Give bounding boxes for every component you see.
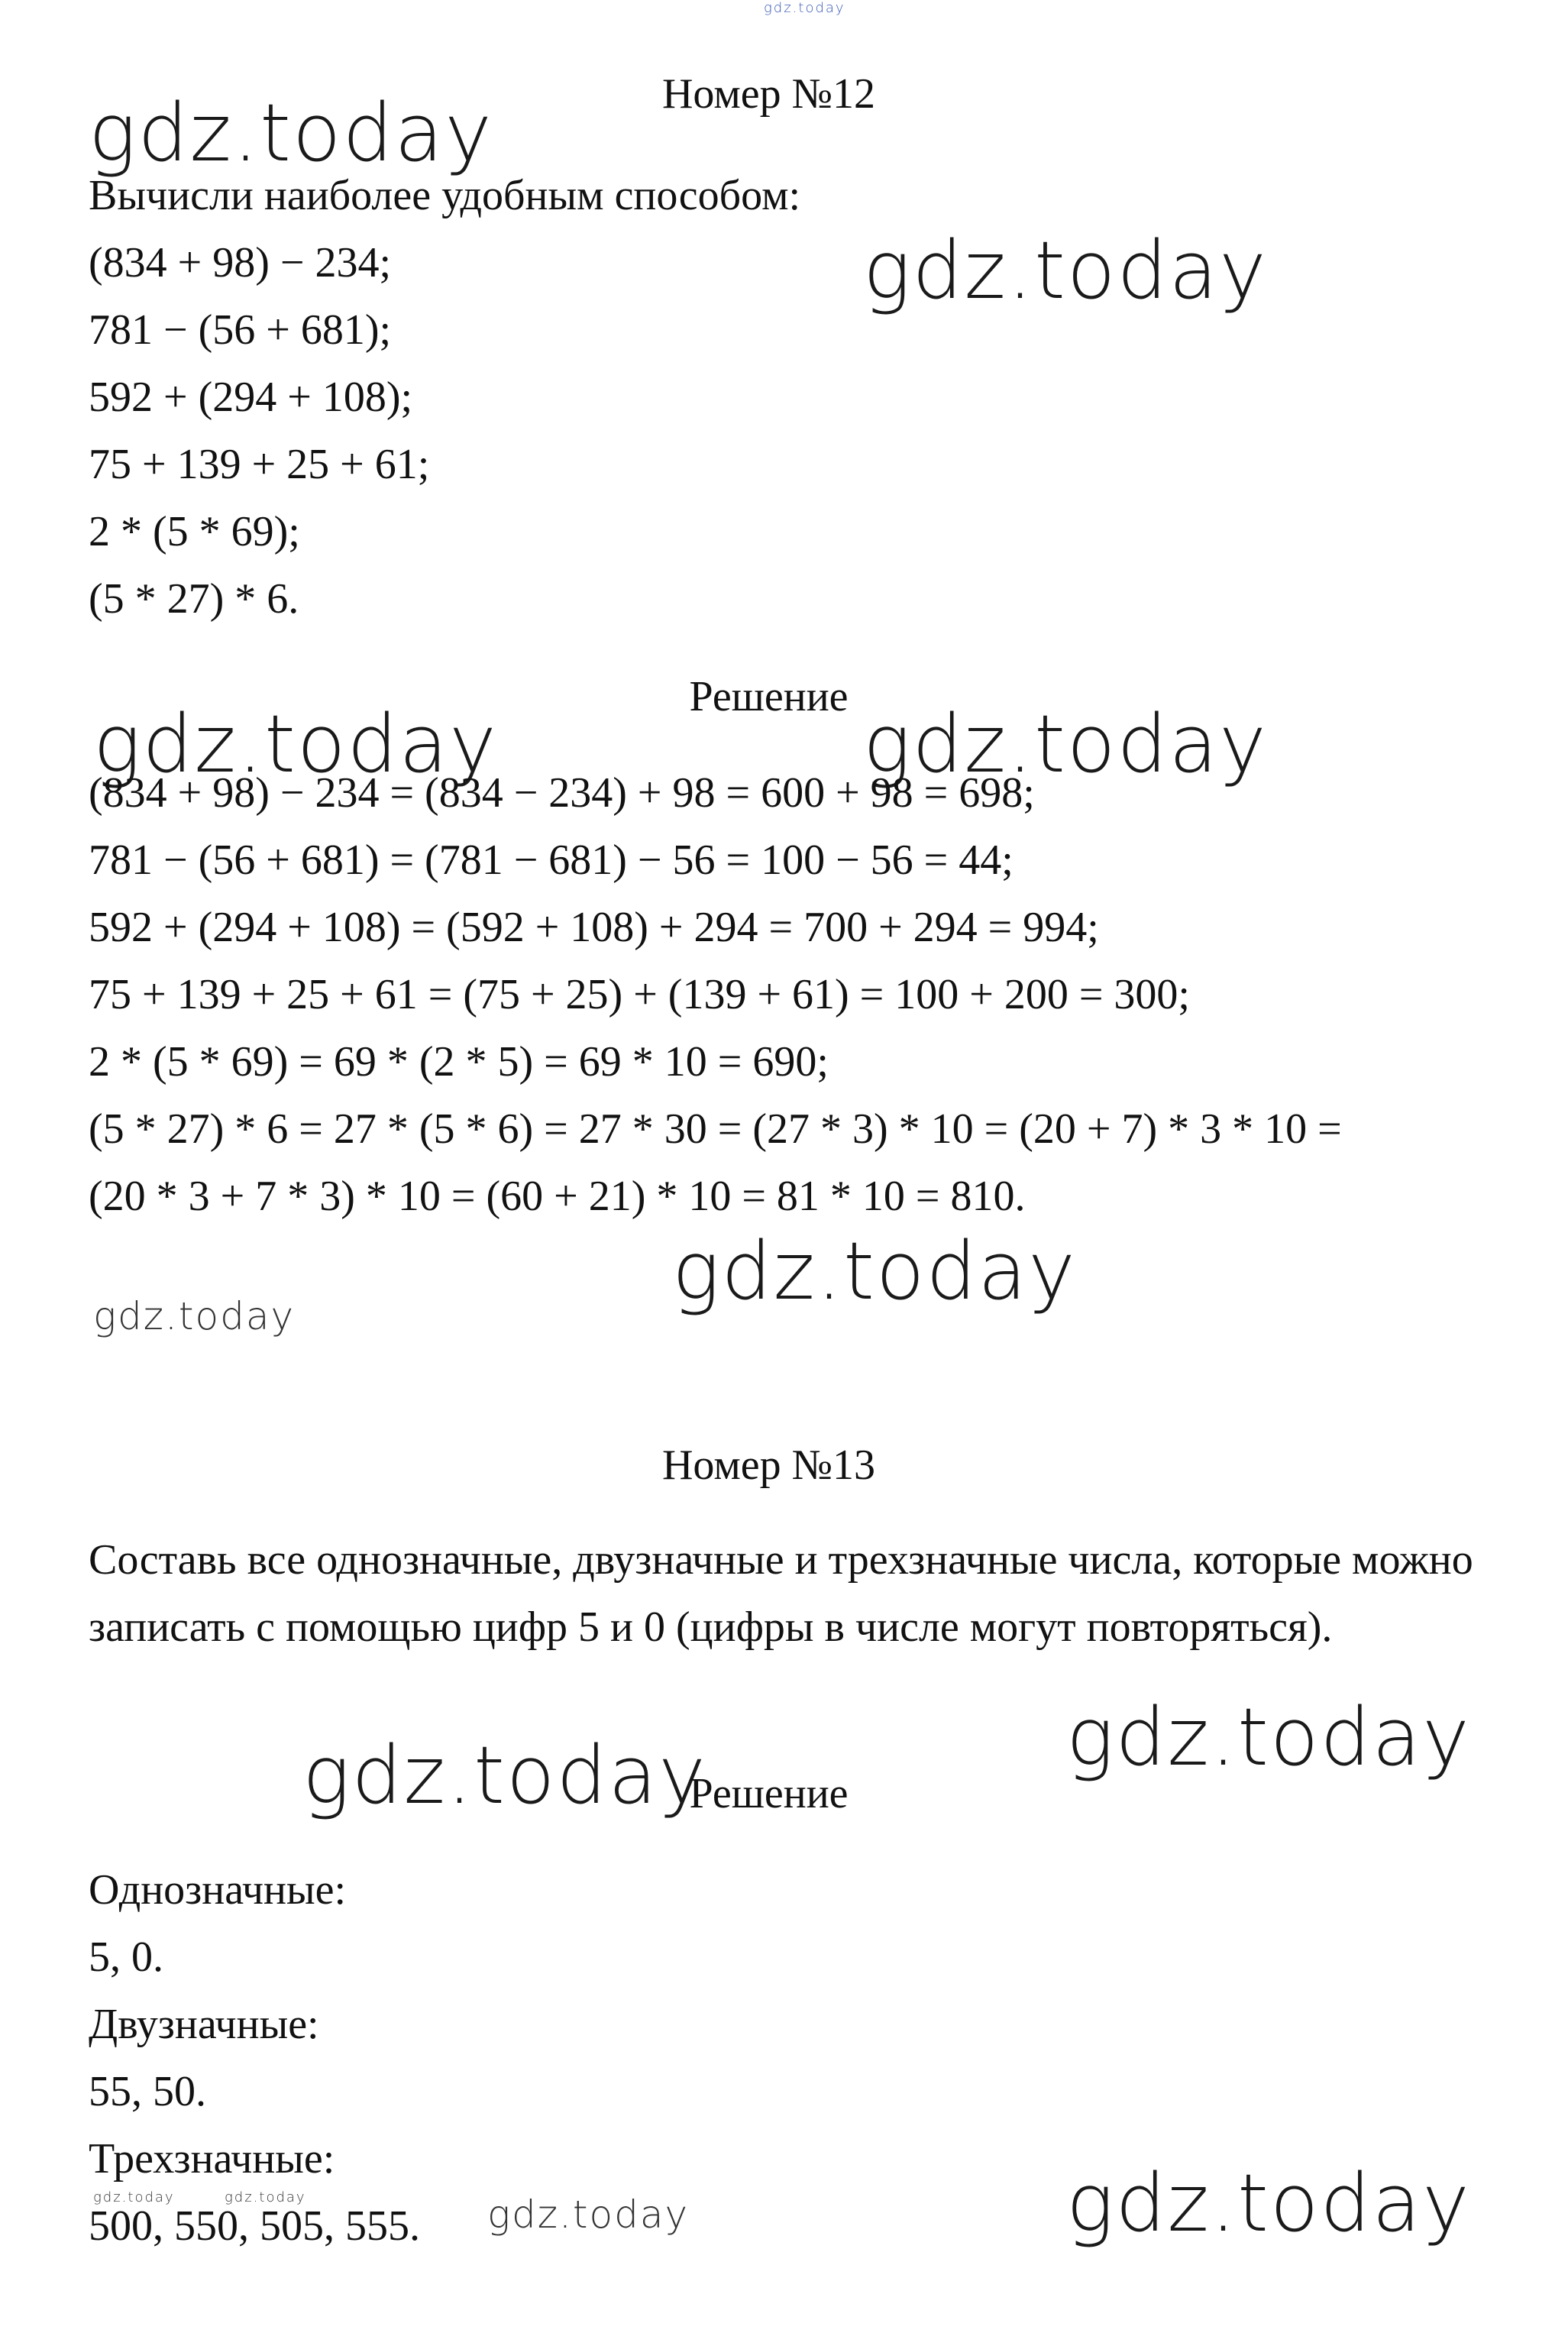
watermark-11: gdz.today — [93, 2189, 175, 2205]
task13-solution-title: Решение — [689, 1770, 849, 1817]
task12-solution-line: 75 + 139 + 25 + 61 = (75 + 25) + (139 + 61) = 100 + 200 = 300; — [89, 971, 1190, 1018]
task13-prompt: Составь все однозначные, двузначные и трехзначные числа, которые можно записать с помощью цифр 5 и 0 (цифры в числе могут повторяться). — [89, 1536, 1473, 1651]
task13-answer-label: Двузначные: — [89, 2001, 319, 2048]
task12-expression: 2 * (5 * 69); — [89, 508, 300, 555]
task13-answer-label: Однозначные: — [89, 1866, 347, 1914]
watermark-2: gdz.today — [863, 224, 1268, 317]
task12-solution-line: (5 * 27) * 6 = 27 * (5 * 6) = 27 * 30 = (27 * 3) * 10 = (20 + 7) * 3 * 10 = — [89, 1105, 1342, 1153]
watermark-1: gdz.today — [89, 86, 493, 180]
task13-answer-value: 55, 50. — [89, 2068, 206, 2115]
task12-expression: 75 + 139 + 25 + 61; — [89, 441, 430, 488]
task12-expression: (834 + 98) − 234; — [89, 239, 392, 286]
watermark-12: gdz.today — [225, 2189, 306, 2205]
watermark-10: gdz.today — [487, 2192, 690, 2237]
task12-expression: 781 − (56 + 681); — [89, 306, 392, 354]
task13-title: Номер №13 — [661, 1442, 876, 1489]
watermark-top-tiny: gdz.today — [764, 0, 845, 16]
task12-expression: (5 * 27) * 6. — [89, 575, 299, 623]
task12-title: Номер №12 — [661, 70, 876, 118]
task12-prompt: Вычисли наиболее удобным способом: — [89, 172, 801, 219]
task12-solution-line: (834 + 98) − 234 = (834 − 234) + 98 = 600 + 98 = 698; — [89, 769, 1035, 817]
watermark-6: gdz.today — [93, 1294, 296, 1338]
task12-solution-line: 781 − (56 + 681) = (781 − 681) − 56 = 100 − 56 = 44; — [89, 836, 1014, 884]
task13-answer-label: Трехзначные: — [89, 2135, 335, 2183]
task12-solution-line: 2 * (5 * 69) = 69 * (2 * 5) = 69 * 10 = 690; — [89, 1038, 829, 1086]
watermark-9: gdz.today — [1066, 2157, 1471, 2250]
watermark-3: gdz.today — [93, 697, 498, 791]
task13-answer-value: 500, 550, 505, 555. — [89, 2202, 420, 2250]
task12-expression: 592 + (294 + 108); — [89, 374, 413, 421]
task12-solution-title: Решение — [689, 673, 849, 720]
watermark-7: gdz.today — [1066, 1691, 1471, 1784]
task12-solution-line: 592 + (294 + 108) = (592 + 108) + 294 = 700 + 294 = 994; — [89, 904, 1099, 951]
watermark-5: gdz.today — [672, 1225, 1077, 1318]
task13-answer-value: 5, 0. — [89, 1933, 163, 1981]
watermark-4: gdz.today — [863, 697, 1268, 791]
task12-solution-line: (20 * 3 + 7 * 3) * 10 = (60 + 21) * 10 = 81 * 10 = 810. — [89, 1173, 1026, 1220]
watermark-8: gdz.today — [302, 1729, 707, 1822]
